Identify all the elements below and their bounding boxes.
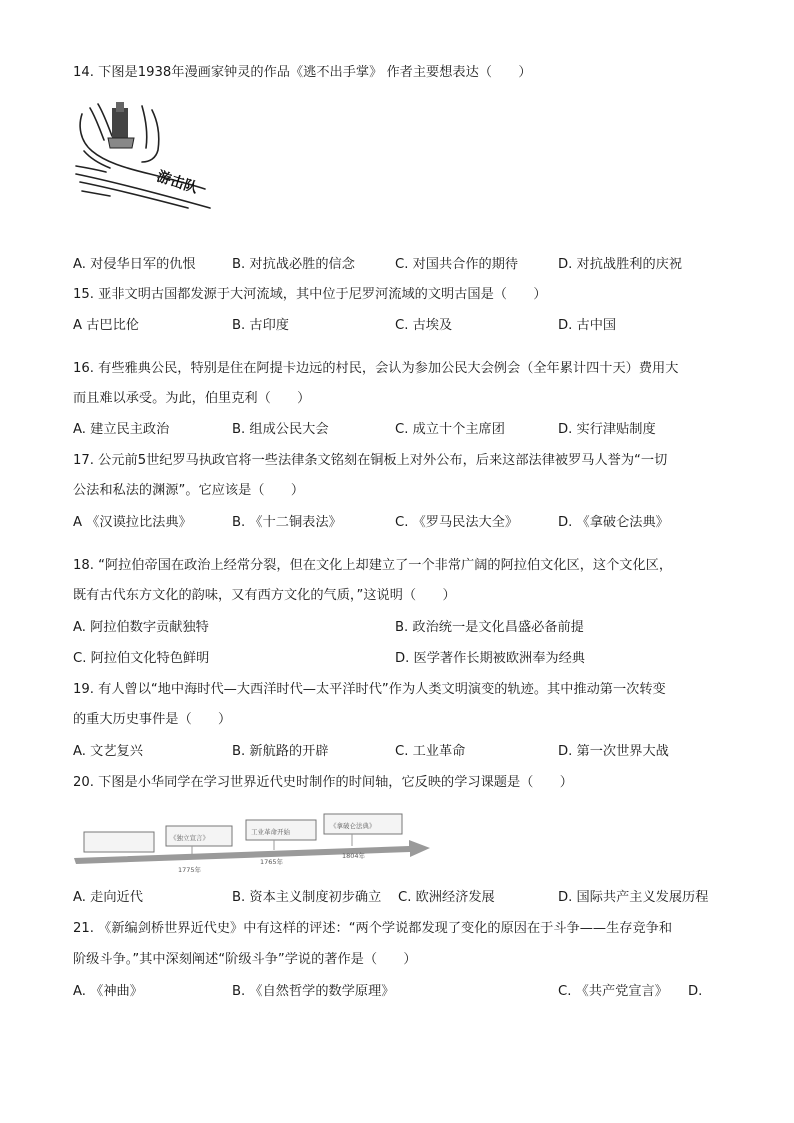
q19-option-c[interactable]: C. 工业革命	[395, 744, 466, 759]
q18-stem-line1: 18. “阿拉伯帝国在政治上经常分裂，但在文化上却建立了一个非常广阔的阿拉伯文化区，这个文化区，	[73, 558, 673, 573]
q16-option-c[interactable]: C. 成立十个主席团	[395, 422, 505, 437]
timeline-label-4: 《拿破仑法典》	[330, 822, 376, 830]
q16-option-d[interactable]: D. 实行津贴制度	[558, 422, 656, 437]
q14-option-d[interactable]: D. 对抗战胜利的庆祝	[558, 257, 683, 272]
q20-stem: 20. 下图是小华同学在学习世界近代史时制作的时间轴，它反映的学习课题是（ ）	[73, 775, 573, 790]
q21-option-b[interactable]: B. 《自然哲学的数学原理》	[232, 984, 395, 999]
q18-option-b[interactable]: B. 政治统一是文化昌盛必备前提	[395, 620, 584, 635]
q19-option-b[interactable]: B. 新航路的开辟	[232, 744, 329, 759]
timeline-year-3: 1804年	[342, 852, 366, 860]
q15-option-c[interactable]: C. 古埃及	[395, 318, 453, 333]
q17-option-a[interactable]: A 《汉谟拉比法典》	[73, 515, 192, 530]
q14-figure-caption: 游击队	[154, 168, 200, 197]
q15-option-b[interactable]: B. 古印度	[232, 318, 289, 333]
timeline-year-1: 1775年	[178, 866, 202, 874]
q20-option-b[interactable]: B. 资本主义制度初步确立	[232, 890, 382, 905]
q18-option-a[interactable]: A. 阿拉伯数字贡献独特	[73, 620, 209, 635]
q16-stem-line1: 16. 有些雅典公民，特别是住在阿提卡边远的村民，会认为参加公民大会例会（全年累计四十天）费用大	[73, 361, 679, 376]
q18-option-c[interactable]: C. 阿拉伯文化特色鲜明	[73, 651, 210, 666]
timeline-box-1	[84, 832, 154, 852]
q21-stem-line1: 21. 《新编剑桥世界近代史》中有这样的评述：“两个学说都发现了变化的原因在于斗争——生存竞争和	[73, 921, 673, 936]
q14-option-a[interactable]: A. 对侵华日军的仇恨	[73, 257, 196, 272]
q18-option-d[interactable]: D. 医学著作长期被欧洲奉为经典	[395, 651, 585, 666]
q14-cartoon-figure	[70, 96, 215, 211]
q17-option-d[interactable]: D. 《拿破仑法典》	[558, 515, 669, 530]
q20-option-a[interactable]: A. 走向近代	[73, 890, 143, 905]
q15-option-d[interactable]: D. 古中国	[558, 318, 617, 333]
q14-stem: 14. 下图是1938年漫画家钟灵的作品《逃不出手掌》 作者主要想表达（ ）	[73, 65, 532, 80]
q19-option-a[interactable]: A. 文艺复兴	[73, 744, 143, 759]
q17-stem-line1: 17. 公元前5世纪罗马执政官将一些法律条文铭刻在铜板上对外公布，后来这部法律被罗马人誉为“一切	[73, 453, 668, 468]
q17-option-c[interactable]: C. 《罗马民法大全》	[395, 515, 519, 530]
q15-option-a[interactable]: A 古巴比伦	[73, 318, 139, 333]
q19-stem-line1: 19. 有人曾以“地中海时代—大西洋时代—太平洋时代”作为人类文明演变的轨迹。其中推动第一次转变	[73, 682, 666, 697]
timeline-year-2: 1765年	[260, 858, 284, 866]
timeline-label-2: 《独立宣言》	[170, 834, 209, 842]
q21-option-a[interactable]: A. 《神曲》	[73, 984, 143, 999]
q20-timeline-figure	[74, 812, 434, 878]
q16-option-a[interactable]: A. 建立民主政治	[73, 422, 170, 437]
q21-option-c[interactable]: C. 《共产党宣言》	[558, 984, 668, 999]
q20-option-c[interactable]: C. 欧洲经济发展	[398, 890, 495, 905]
timeline-label-3: 工业革命开始	[251, 828, 290, 836]
q21-option-d[interactable]: D.	[688, 984, 703, 999]
q19-stem-line2: 的重大历史事件是（ ）	[73, 712, 232, 727]
q15-stem: 15. 亚非文明古国都发源于大河流域，其中位于尼罗河流域的文明古国是（ ）	[73, 287, 547, 302]
q14-option-b[interactable]: B. 对抗战必胜的信念	[232, 257, 355, 272]
q17-stem-line2: 公法和私法的渊源”。它应该是（ ）	[73, 483, 305, 498]
q17-option-b[interactable]: B. 《十二铜表法》	[232, 515, 342, 530]
q18-stem-line2: 既有古代东方文化的韵味，又有西方文化的气质，”这说明（ ）	[73, 588, 456, 603]
q20-option-d[interactable]: D. 国际共产主义发展历程	[558, 890, 709, 905]
q19-option-d[interactable]: D. 第一次世界大战	[558, 744, 669, 759]
q21-stem-line2: 阶级斗争。”其中深刻阐述“阶级斗争”学说的著作是（ ）	[73, 952, 417, 967]
q16-stem-line2: 而且难以承受。为此，伯里克利（ ）	[73, 391, 311, 406]
q14-option-c[interactable]: C. 对国共合作的期待	[395, 257, 519, 272]
q16-option-b[interactable]: B. 组成公民大会	[232, 422, 329, 437]
